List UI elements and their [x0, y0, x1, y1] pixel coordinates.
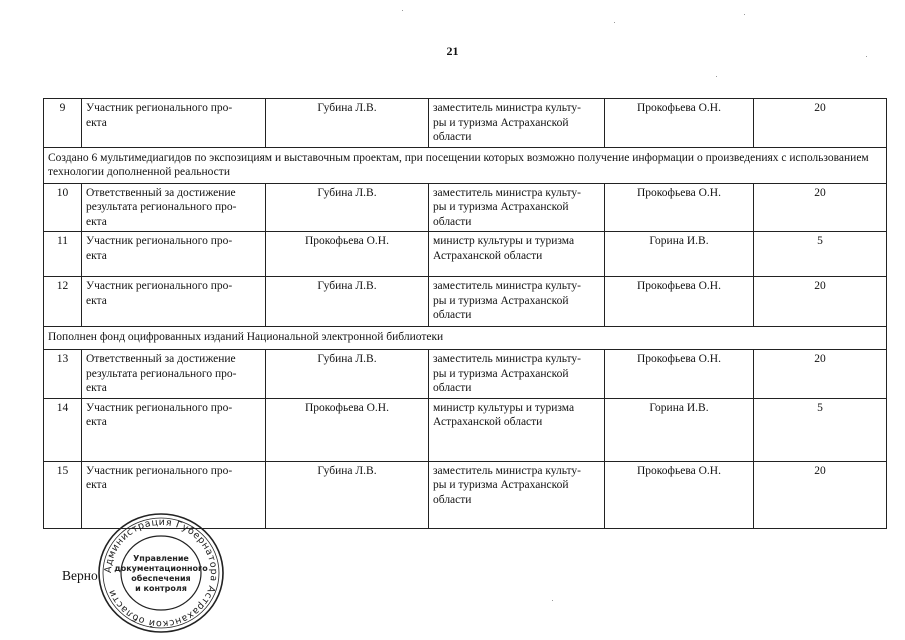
- stamp-center-text: [114, 554, 208, 593]
- participants-table: [43, 98, 887, 529]
- position-cell: министр культуры и туризма Астраханской области: [429, 398, 605, 461]
- supervisor-cell: Прокофьева О.Н.: [605, 183, 754, 232]
- section-row: [44, 147, 887, 183]
- table-row: [44, 183, 887, 232]
- position-cell: заместитель министра культу- ры и туризма Астраханской области: [429, 350, 605, 399]
- stamp-ring-text: Администрация Губернатора Астраханской области: [102, 516, 220, 630]
- verno-label: Верно: [62, 568, 98, 583]
- stamp-center-line: документационного: [114, 564, 208, 573]
- role-cell: Участник регионального про- екта: [82, 232, 266, 277]
- official-stamp: [96, 512, 226, 634]
- percent-cell: 20: [754, 461, 887, 528]
- role-cell: Участник регионального про- екта: [82, 398, 266, 461]
- percent-cell: 20: [754, 183, 887, 232]
- person-name-cell: Губина Л.В.: [266, 183, 429, 232]
- section-title: Создано 6 мультимедиагидов по экспозициям и выставочным проектам, при посещении которых возможно получение информации о произведениях с использованием технологии дополненной реальности: [44, 147, 887, 183]
- row-number: 9: [44, 99, 82, 148]
- row-number: 13: [44, 350, 82, 399]
- row-number: 12: [44, 277, 82, 327]
- supervisor-cell: Прокофьева О.Н.: [605, 99, 754, 148]
- stamp-center-line: Управление: [133, 554, 189, 563]
- person-name-cell: Губина Л.В.: [266, 99, 429, 148]
- supervisor-cell: Прокофьева О.Н.: [605, 277, 754, 327]
- percent-cell: 5: [754, 232, 887, 277]
- supervisor-cell: Прокофьева О.Н.: [605, 461, 754, 528]
- position-cell: заместитель министра культу- ры и туризма Астраханской области: [429, 183, 605, 232]
- percent-cell: 20: [754, 350, 887, 399]
- section-row: [44, 327, 887, 350]
- role-cell: Участник регионального про- екта: [82, 277, 266, 327]
- role-cell: Участник регионального про- екта: [82, 461, 266, 528]
- person-name-cell: Губина Л.В.: [266, 461, 429, 528]
- percent-cell: 20: [754, 99, 887, 148]
- person-name-cell: Прокофьева О.Н.: [266, 232, 429, 277]
- person-name-cell: Губина Л.В.: [266, 350, 429, 399]
- percent-cell: 5: [754, 398, 887, 461]
- section-title: Пополнен фонд оцифрованных изданий Национальной электронной библиотеки: [44, 327, 887, 350]
- role-cell: Участник регионального про- екта: [82, 99, 266, 148]
- person-name-cell: Губина Л.В.: [266, 277, 429, 327]
- role-cell: Ответственный за достижение результата регионального про- екта: [82, 350, 266, 399]
- table-row: [44, 99, 887, 148]
- position-cell: заместитель министра культу- ры и туризма Астраханской области: [429, 461, 605, 528]
- supervisor-cell: Прокофьева О.Н.: [605, 350, 754, 399]
- position-cell: заместитель министра культу- ры и туризма Астраханской области: [429, 99, 605, 148]
- supervisor-cell: Горина И.В.: [605, 398, 754, 461]
- table-row: [44, 232, 887, 277]
- row-number: 11: [44, 232, 82, 277]
- person-name-cell: Прокофьева О.Н.: [266, 398, 429, 461]
- row-number: 10: [44, 183, 82, 232]
- position-cell: заместитель министра культу- ры и туризма Астраханской области: [429, 277, 605, 327]
- stamp-center-line: и контроля: [135, 584, 187, 593]
- table-row: [44, 277, 887, 327]
- table-row: [44, 398, 887, 461]
- position-cell: министр культуры и туризма Астраханской области: [429, 232, 605, 277]
- page-number: 21: [446, 44, 459, 58]
- table-row: [44, 350, 887, 399]
- supervisor-cell: Горина И.В.: [605, 232, 754, 277]
- role-cell: Ответственный за достижение результата регионального про- екта: [82, 183, 266, 232]
- stamp-center-line: обеспечения: [131, 574, 191, 583]
- row-number: 14: [44, 398, 82, 461]
- row-number: 15: [44, 461, 82, 528]
- percent-cell: 20: [754, 277, 887, 327]
